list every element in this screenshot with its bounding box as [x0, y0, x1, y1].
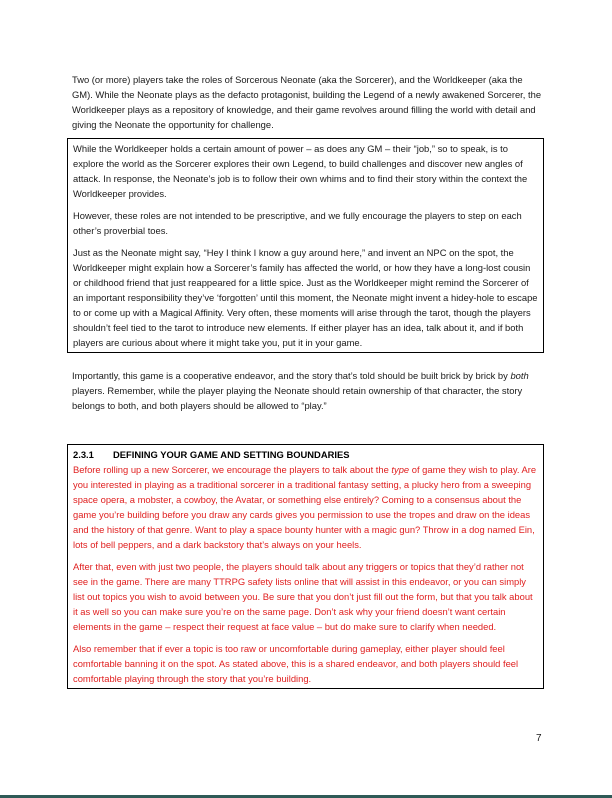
intro-paragraph: Two (or more) players take the roles of Sorcerous Neonate (aka the Sorcerer), and the Worldkeeper (aka the GM). While the Neonate plays as the defacto protagonist, building the Legend of a newly awakened Sorcerer, the Worldkeeper plays as a repository of knowledge, and their game revolves around filling the world with detail and giving the Neonate the opportunity for challenge.	[72, 74, 542, 130]
roles-paragraph-2: However, these roles are not intended to be prescriptive, and we fully encourage the players to step on each other’s proverbial toes.	[73, 210, 522, 236]
section-number: 2.3.1	[73, 449, 94, 460]
roles-paragraph-1: While the Worldkeeper holds a certain amount of power – as does any GM – their “job,” so to speak, is to explore the world as the Sorcerer explores their own Legend, to build challenges and discover new angles of attack. In response, the Neonate’s job is to follow their own whims and to find their story within the context the Worldkeeper provides.	[73, 143, 528, 199]
boundaries-paragraph-2: After that, even with just two people, the players should talk about any triggers or topics that they’d rather not see in the game. There are many TTRPG safety lists online that will assist in this endeavor, or you can simply list out topics you wish to avoid between you. Be sure that you don’t just fill out the form, but that you talk about it as well so you can make sure you’re on the same page. Don’t ask why your friend doesn’t want certain elements in the game – respect their request at face value – but do make sure to clarify when needed.	[73, 561, 533, 632]
boundaries-emphasis: type	[391, 464, 410, 475]
cooperative-text-start: Importantly, this game is a cooperative endeavor, and the story that’s told should be built brick by brick by	[72, 370, 511, 381]
roles-callout-box	[67, 138, 544, 353]
boundaries-text-end: of game they wish to play. Are you interested in playing as a traditional sorcerer in a traditional fantasy setting, a plucky hero from a sweeping space opera, a mobster, a cowboy, the Avatar, or something else entirely? Coming to a consensus about the game you’re building before you draw any cards gives you permission to use the tropes and draw on the ideas and the history of that genre. Want to play a space bounty hunter with a magic gun? Throw in a dog named Ein, lots of bell peppers, and a dark backstory that’s always on your heels.	[73, 464, 537, 550]
roles-paragraph-3: Just as the Neonate might say, “Hey I think I know a guy around here,” and invent an NPC on the spot, the Worldkeeper might explain how a Sorcerer’s family has affected the world, or how they have a long-lost cousin or childhood friend that just reappeared for a little spice. Just as the Worldkeeper might remind the Sorcerer of an important responsibility they’ve ‘forgotten’ until this moment, the Neonate might invent a hidey-hole to escape to or come up with a Magical Affinity. Very often, these moments will arise through the tarot, though the players shouldn’t feel tied to the tarot to introduce new elements. If either player has an idea, talk about it, and if both players are curious about where it might take you, put it in your game.	[73, 247, 538, 348]
section-title: DEFINING YOUR GAME AND SETTING BOUNDARIES	[113, 449, 350, 460]
boundaries-callout-box	[67, 444, 544, 689]
cooperative-text-end: players. Remember, while the player playing the Neonate should retain ownership of that character, the story belongs to both, and both players should be allowed to “play.”	[72, 385, 523, 411]
page-number: 7	[536, 733, 542, 744]
boundaries-text-start: Before rolling up a new Sorcerer, we encourage the players to talk about the	[73, 464, 392, 475]
boundaries-paragraph-1	[73, 462, 538, 552]
boundaries-paragraph-3: Also remember that if ever a topic is too raw or uncomfortable during gameplay, either player should feel comfortable banning it on the spot. As stated above, this is a shared endeavor, and both players should feel comfortable playing through the story that you’re building.	[73, 643, 519, 684]
section-heading	[73, 447, 538, 462]
cooperative-emphasis: both	[510, 370, 529, 381]
cooperative-paragraph	[72, 368, 542, 413]
